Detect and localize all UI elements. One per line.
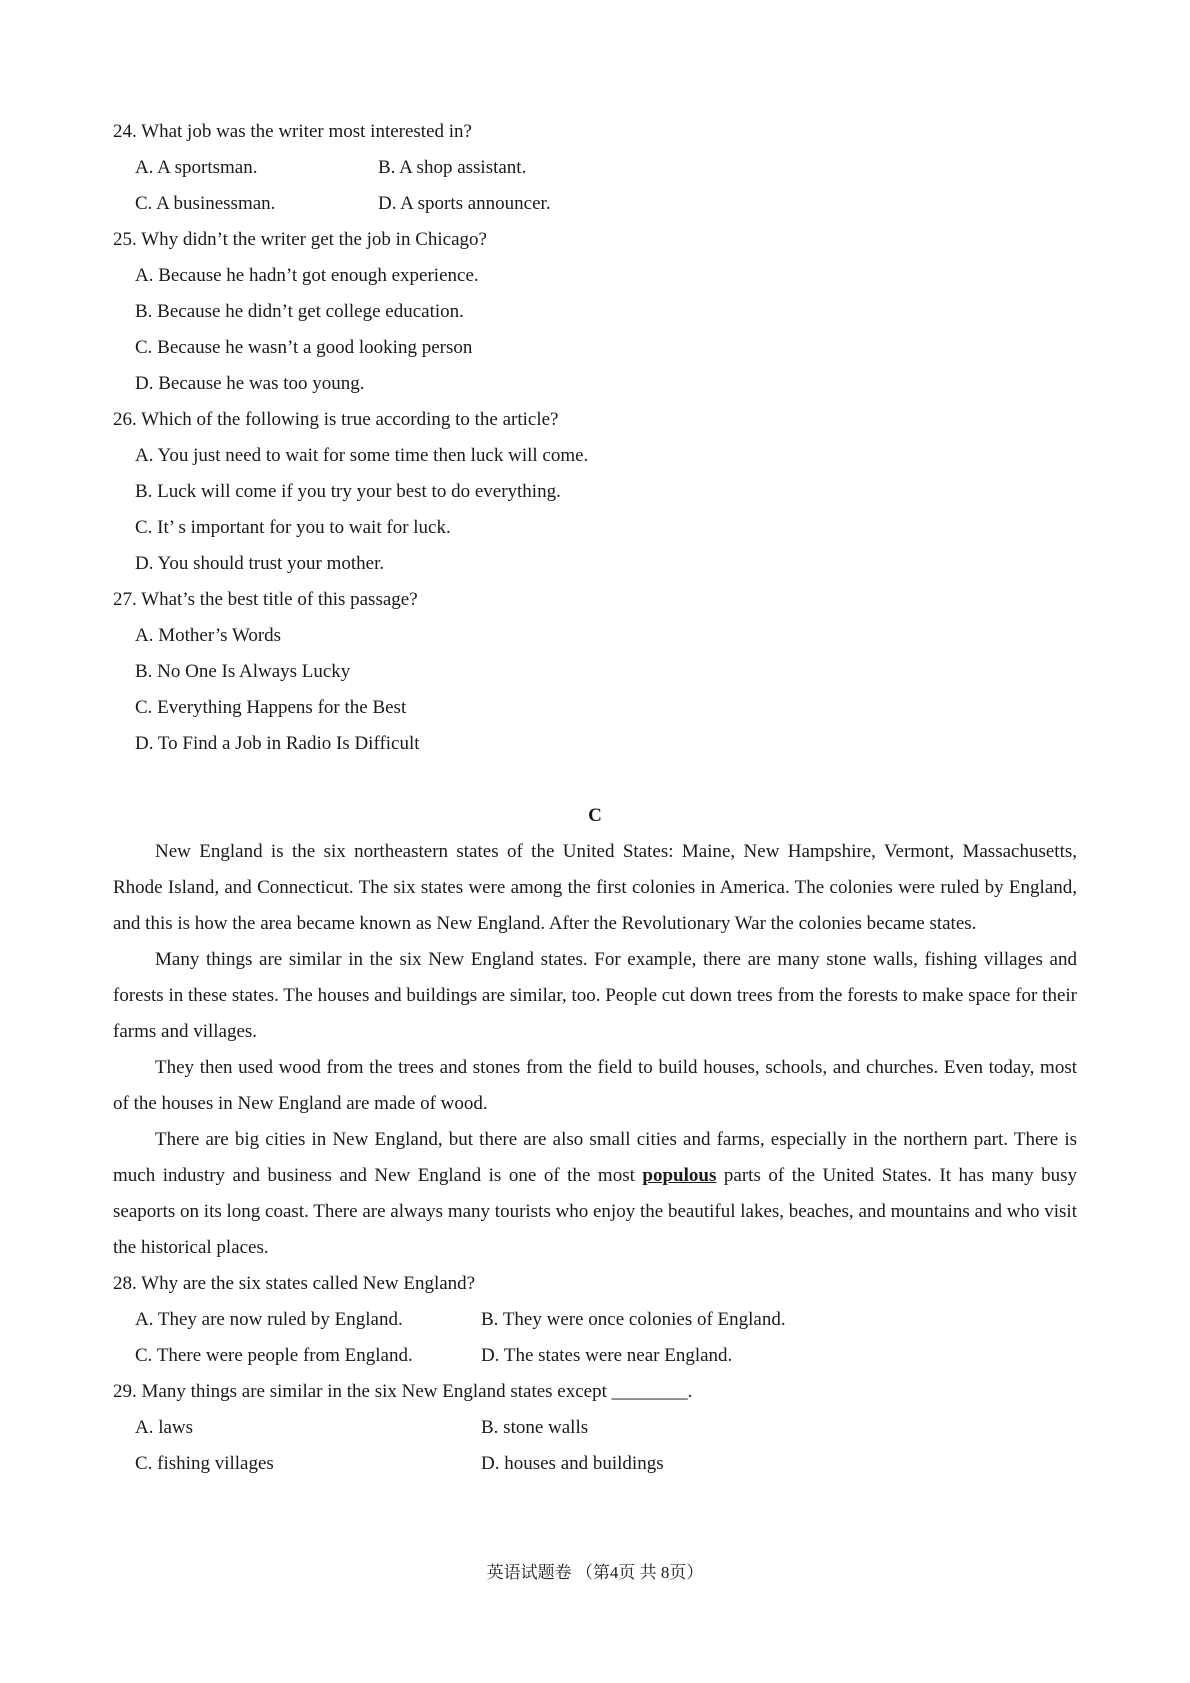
section-title: C [588,805,602,826]
question-stem: 28. Why are the six states called New England? [113,1273,476,1294]
option-c: C. Because he wasn’t a good looking person [135,337,473,358]
option-c: C. There were people from England. [135,1345,413,1366]
passage-paragraph: They then used wood from the trees and stones from the field to build houses, schools, and churches. Even today, most of the houses in New England are made of wood. [113,1057,1077,1114]
option-d: D. The states were near England. [481,1345,733,1366]
question-stem: 26. Which of the following is true according to the article? [113,409,559,430]
option-b: B. Luck will come if you try your best to do everything. [135,481,561,502]
option-b: B. Because he didn’t get college education. [135,301,464,322]
paragraph-text: parts of the United States. It has many busy seaports on its long coast. There are always many tourists who enjoy the beautiful lakes, beaches, and mountains and who visit the historical places. [113,1165,1078,1258]
option-a: A. A sportsman. [135,157,258,178]
option-c: C. Everything Happens for the Best [135,697,407,718]
question-stem: 24. What job was the writer most interested in? [113,121,472,142]
page-footer: 英语试题卷 （第4页 共 8页） [486,1563,704,1582]
option-a: A. They are now ruled by England. [135,1309,403,1330]
option-b: B. A shop assistant. [378,157,527,178]
option-row [113,150,1077,186]
spacer [113,762,1077,798]
page-content [113,114,1077,1482]
option-c: C. It’ s important for you to wait for luck. [135,517,451,538]
option-b: B. No One Is Always Lucky [135,661,351,682]
underlined-keyword: populous [642,1165,717,1186]
option-row [113,186,1077,222]
option-d: D. houses and buildings [481,1453,664,1474]
option-a: A. Mother’s Words [135,625,282,646]
option-c: C. A businessman. [135,193,276,214]
option-b: B. They were once colonies of England. [481,1309,786,1330]
passage-paragraph: Many things are similar in the six New England states. For example, there are many stone walls, fishing villages and forests in these states. The houses and buildings are similar, too. People cut down trees from the forests to make space for their farms and villages. [113,949,1077,1042]
option-d: D. You should trust your mother. [135,553,385,574]
option-c: C. fishing villages [135,1453,274,1474]
passage-paragraph: New England is the six northeastern states of the United States: Maine, New Hampshire, Vermont, Massachusetts, Rhode Island, and Connecticut. The six states were among the first colonies in America. The colonies were ruled by England, and this is how the area became known as New England. After the Revolutionary War the colonies became states. [113,841,1077,934]
option-row [113,1410,1077,1446]
option-b: B. stone walls [481,1417,589,1438]
question-stem: 27. What’s the best title of this passage? [113,589,418,610]
option-d: D. To Find a Job in Radio Is Difficult [135,733,420,754]
question-stem: 29. Many things are similar in the six New England states except ________. [113,1381,693,1402]
option-d: D. A sports announcer. [378,193,551,214]
option-row [113,1338,1077,1374]
option-a: A. Because he hadn’t got enough experience. [135,265,479,286]
option-row [113,1302,1077,1338]
paragraph-text: There are big cities in New England, but there are also small cities and farms, especially in the northern part. There is much industry and business and New England is one of the most [113,1129,1077,1186]
option-row [113,1446,1077,1482]
reading-passage [113,834,1077,1266]
option-a: A. You just need to wait for some time then luck will come. [135,445,589,466]
option-a: A. laws [135,1417,194,1438]
passage-paragraph [113,1122,1077,1266]
option-d: D. Because he was too young. [135,373,365,394]
question-stem: 25. Why didn’t the writer get the job in Chicago? [113,229,487,250]
